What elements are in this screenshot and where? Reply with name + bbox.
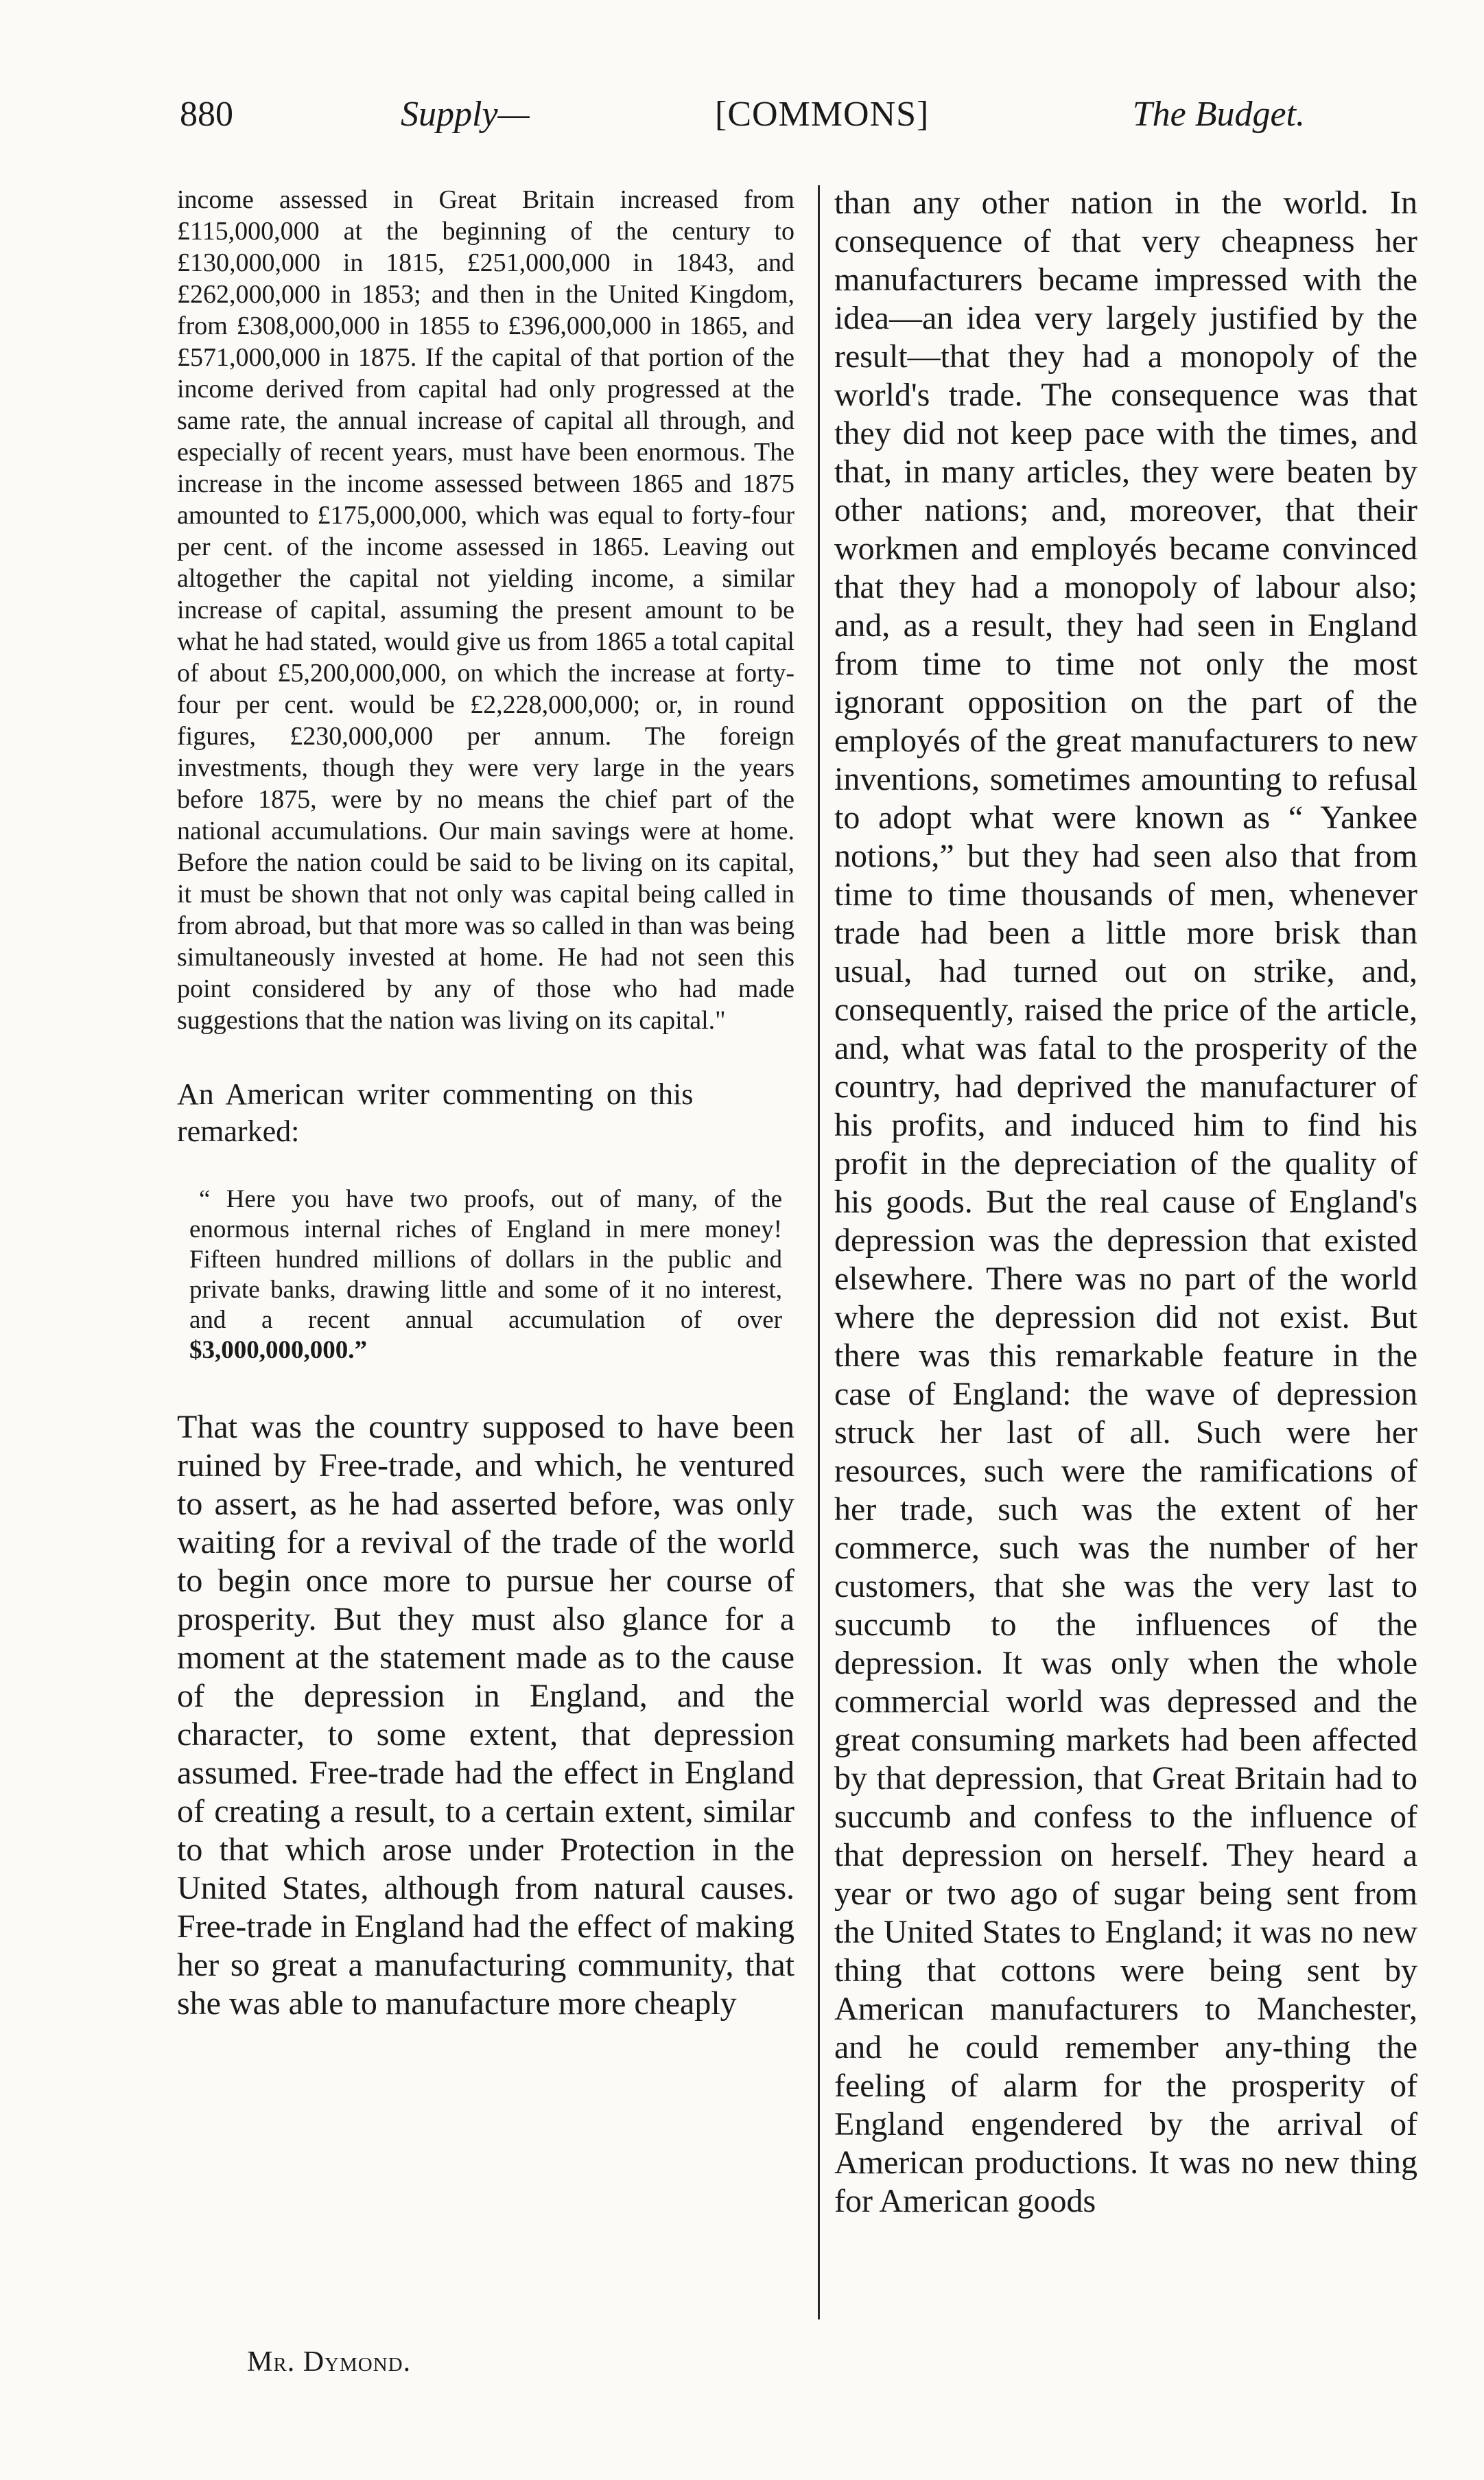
page-number: 880 (180, 95, 233, 134)
page-header (180, 91, 1305, 139)
right-column (834, 184, 1417, 2221)
left-paragraph-3: That was the country supposed to have been ruined by Free-trade, and which, he ventured to assert, as he had asserted before, was only waiting for a revival of the trade of the world to begin once more to pursue her course of prosperity. But they must also glance for a moment at the statement made as to the cause of the depression in England, and the character, to some extent, that depression assumed. Free-trade had the effect in England of creating a result, to a certain extent, similar to that which arose under Protection in the United States, although from natural causes. Free-trade in England had the effect of making her so great a manufacturing community, that she was able to manufacture more cheaply (177, 1409, 794, 2022)
column-divider (818, 185, 820, 2319)
right-paragraph-1: than any other nation in the world. In consequence of that very cheapness her manufacturers became impressed with the idea—an idea very largely justified by the result—that they had a monopoly of the world's trade. The consequence was that they did not keep pace with the times, and that, in many articles, they were beaten by other nations; and, moreover, that their workmen and employés became convinced that they had a monopoly of labour also; and, as a result, they had seen in England from time to time not only the most ignorant opposition on the part of the employés of the great manufacturers to new inventions, sometimes amounting to refusal to adopt what were known as “ Yankee notions,” but they had seen also that from time to time thousands of men, whenever trade had been a little more brisk than usual, had turned out on strike, and, consequently, raised the price of the article, and, what was fatal to the prosperity of the country, had deprived the manufacturer of his profits, and induced him to find his profit in the depreciation of the quality of his goods. But the real cause of England's depression was the depression that existed elsewhere. There was no part of the world where the depression did not exist. But there was this remarkable feature in the case of England: the wave of depression struck her last of all. Such were her resources, such were the ramifications of her trade, such was the extent of her commerce, such was the number of her customers, that she was the very last to succumb to the influences of the depression. It was only when the whole commercial world was depressed and the great consuming markets had been affected by that depression, that Great Britain had to succumb and confess to the influence of that depression on herself. They heard a year or two ago of sugar being sent from the United States to England; it was no new thing that cottons were being sent by American manufacturers to Manchester, and he could remember any-thing the feeling of alarm for the prosperity of England engendered by the arrival of American productions. It was no new thing for American goods (834, 185, 1417, 2219)
speaker-label: Mr. Dymond. (247, 2346, 412, 2378)
speaker-name (247, 2346, 411, 2378)
left-column (177, 184, 794, 2023)
left-paragraph-2: An American writer commenting on this remarked: (177, 1077, 694, 1148)
block-quote (189, 1184, 782, 1366)
quote-text: “ Here you have two proofs, out of many, of the enormous internal riches of England in mere money! Fifteen hundred millions of dollars in the public and private banks, drawing little and some of it no interest, and a recent annual accumulation of over (189, 1185, 782, 1334)
running-title-right: The Budget. (1132, 95, 1305, 134)
running-title-center: [COMMONS] (715, 95, 930, 134)
quote-amount: $3,000,000,000.” (189, 1336, 367, 1364)
left-paragraph-1: income assessed in Great Britain increased from £115,000,000 at the beginning of the century to £130,000,000 in 1815, £251,000,000 in 1843, and £262,000,000 in 1853; and then in the United Kingdom, from £308,000,000 in 1855 to £396,000,000 in 1865, and £571,000,000 in 1875. If the capital of that portion of the income derived from capital had only progressed at the same rate, the annual increase of capital all through, and especially of recent years, must have been enormous. The increase in the income assessed between 1865 and 1875 amounted to £175,000,000, which was equal to forty-four per cent. of the income assessed in 1865. Leaving out altogether the capital not yielding income, a similar increase of capital, assuming the present amount to be what he had stated, would give us from 1865 a total capital of about £5,200,000,000, on which the increase at forty-four per cent. would be £2,228,000,000; or, in round figures, £230,000,000 per annum. The foreign investments, though they were very large in the years before 1875, were by no means the chief part of the national accumulations. Our main savings were at home. Before the nation could be said to be living on its capital, it must be shown that not only was capital being called in from abroad, but that more was so called in than was being simultaneously invested at home. He had not seen this point considered by any of those who had made suggestions that the nation was living on its capital." (177, 185, 794, 1035)
running-title-left: Supply— (401, 95, 530, 134)
